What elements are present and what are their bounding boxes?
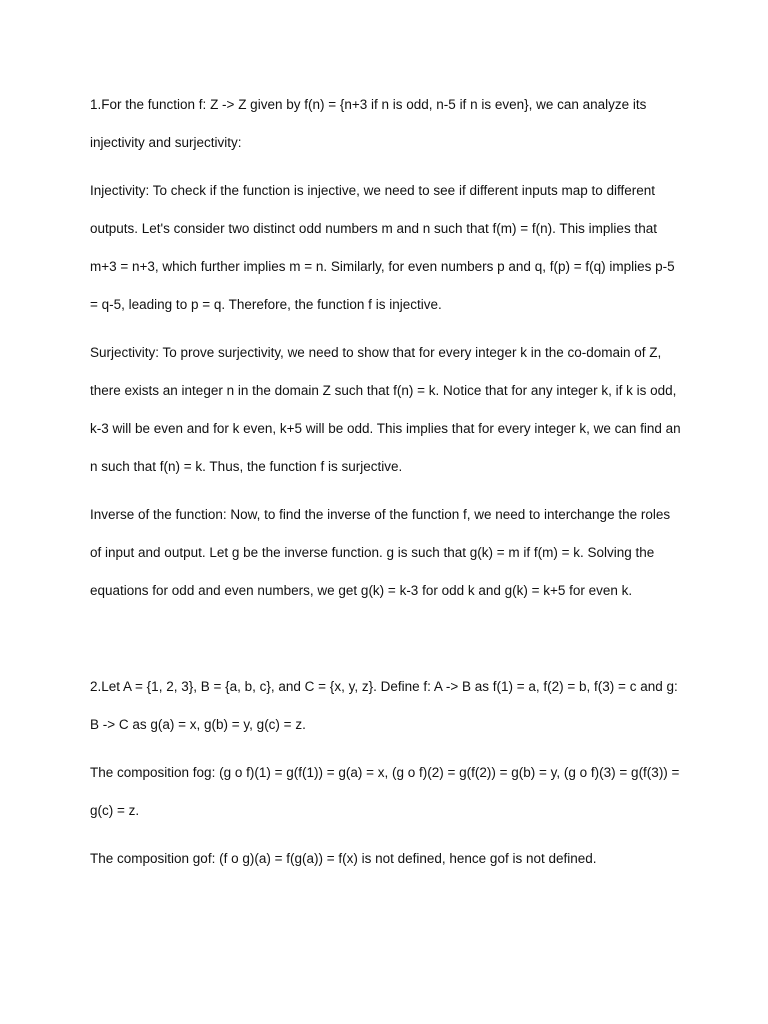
section2-intro: 2.Let A = {1, 2, 3}, B = {a, b, c}, and C = {x, y, z}. Define f: A -> B as f(1) = a, f(2) = b, f(3) = c and g: B -> C as g(a) = x, g(b) = y, g(c) = z.	[90, 679, 678, 732]
section1-injectivity: Injectivity: To check if the function is injective, we need to see if different inputs map to different outputs. Let's consider two distinct odd numbers m and n such that f(m) = f(n). This implies that m+3 = n+3, which further implies m = n. Similarly, for even numbers p and q, f(p) = f(q) implies p-5 = q-5, leading to p = q. Therefore, the function f is injective.	[90, 183, 675, 312]
section1-intro: 1.For the function f: Z -> Z given by f(n) = {n+3 if n is odd, n-5 if n is even}, we can analyze its injectivity and surjectivity:	[90, 97, 647, 150]
section2-gof: The composition gof: (f o g)(a) = f(g(a)) = f(x) is not defined, hence gof is not defined.	[90, 851, 597, 866]
section1-surjectivity: Surjectivity: To prove surjectivity, we need to show that for every integer k in the co-domain of Z, there exists an integer n in the domain Z such that f(n) = k. Notice that for any integer k, if k is odd, k-3 will be even and for k even, k+5 will be odd. This implies that for every integer k, we can find an n such that f(n) = k. Thus, the function f is surjective.	[90, 345, 681, 474]
document-body	[90, 86, 682, 888]
section1-inverse: Inverse of the function: Now, to find the inverse of the function f, we need to interchange the roles of input and output. Let g be the inverse function. g is such that g(k) = m if f(m) = k. Solving the equations for odd and even numbers, we get g(k) = k-3 for odd k and g(k) = k+5 for even k.	[90, 507, 671, 598]
section-spacer	[90, 620, 682, 668]
section2-fog: The composition fog: (g o f)(1) = g(f(1)) = g(a) = x, (g o f)(2) = g(f(2)) = g(b) = y, (g o f)(3) = g(f(3)) = g(c) = z.	[90, 765, 680, 818]
